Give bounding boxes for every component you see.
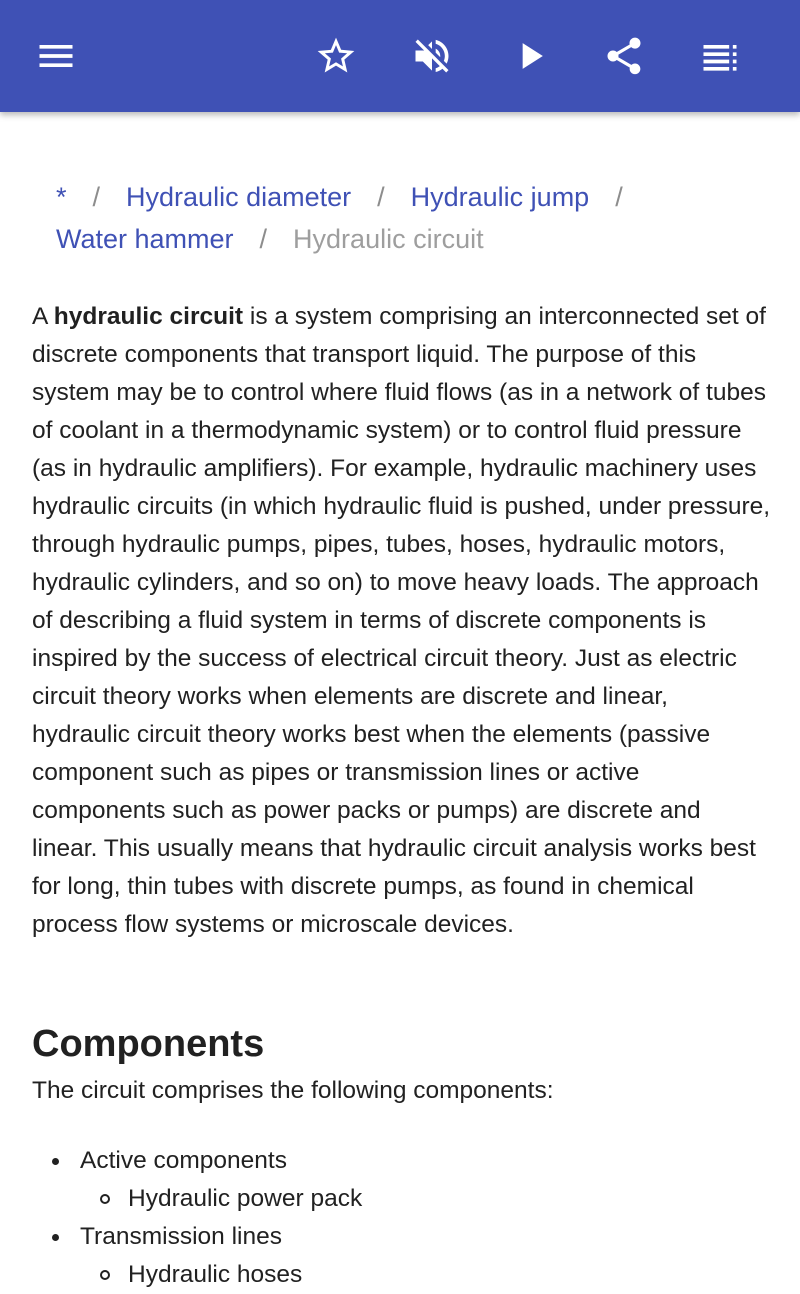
star-outline-icon [314, 34, 358, 78]
section-heading-components: Components [32, 1023, 265, 1065]
list-item-label: Transmission lines [80, 1223, 282, 1250]
components-list [32, 1142, 772, 1294]
section-intro: The circuit comprises the following components: [32, 1077, 554, 1104]
breadcrumb-link-home[interactable]: * [56, 182, 67, 212]
playlist-icon [698, 34, 742, 78]
breadcrumb [56, 176, 766, 260]
breadcrumb-link-hydraulic-jump[interactable]: Hydraulic jump [410, 182, 590, 212]
contents-button[interactable] [692, 28, 748, 84]
breadcrumb-link-hydraulic-diameter[interactable]: Hydraulic diameter [126, 182, 352, 212]
breadcrumb-separator: / [259, 224, 268, 254]
bullet-icon [52, 1234, 59, 1241]
sub-list-item-label[interactable]: Hydraulic power pack [128, 1185, 363, 1212]
breadcrumb-separator: / [92, 182, 101, 212]
sub-list-item-label[interactable]: Hydraulic hoses [128, 1261, 303, 1288]
share-icon [602, 34, 646, 78]
play-icon [508, 34, 552, 78]
menu-button[interactable] [28, 28, 84, 84]
lead-paragraph [32, 298, 772, 944]
volume-off-icon [410, 34, 454, 78]
breadcrumb-link-water-hammer[interactable]: Water hammer [56, 224, 234, 254]
lead-term: hydraulic circuit [53, 303, 244, 330]
list-item-label: Active components [80, 1147, 287, 1174]
app-toolbar [0, 0, 800, 112]
lead-text: is a system comprising an interconnected set of discrete components that transport liquid. The purpose of this system may be to control where fluid flows (as in a network of tubes of coolant in a thermodynamic system) or to control fluid pressure (as in hydraulic amplifiers). For example, hydraulic machinery uses hydraulic circuits (in which hydraulic fluid is pushed, under pressure, through hydraulic pumps, pipes, tubes, hoses, hydraulic motors, hydraulic cylinders, and so on) to move heavy loads. The approach of describing a fluid system in terms of discrete components is inspired by the success of electrical circuit theory. Just as electric circuit theory works when elements are discrete and linear, hydraulic circuit theory works best when the elements (passive component such as pipes or transmission lines or active components such as power packs or pumps) are discrete and linear. This usually means that hydraulic circuit analysis works best for long, thin tubes with discrete pumps, as found in chemical process flow systems or microscale devices. [32, 303, 771, 938]
circle-bullet-icon [100, 1270, 110, 1280]
breadcrumb-separator: / [615, 182, 623, 212]
article-body [32, 298, 772, 944]
circle-bullet-icon [100, 1194, 110, 1204]
breadcrumb-separator: / [377, 182, 385, 212]
menu-icon [34, 34, 78, 78]
share-button[interactable] [596, 28, 652, 84]
list-item [32, 1142, 772, 1180]
lead-prefix: A [32, 303, 54, 330]
list-item [32, 1218, 772, 1256]
bullet-icon [52, 1158, 59, 1165]
mute-button[interactable] [404, 28, 460, 84]
play-button[interactable] [502, 28, 558, 84]
breadcrumb-current: Hydraulic circuit [293, 224, 484, 254]
sub-list-item [32, 1180, 772, 1218]
favorite-button[interactable] [308, 28, 364, 84]
sub-list-item [32, 1256, 772, 1294]
